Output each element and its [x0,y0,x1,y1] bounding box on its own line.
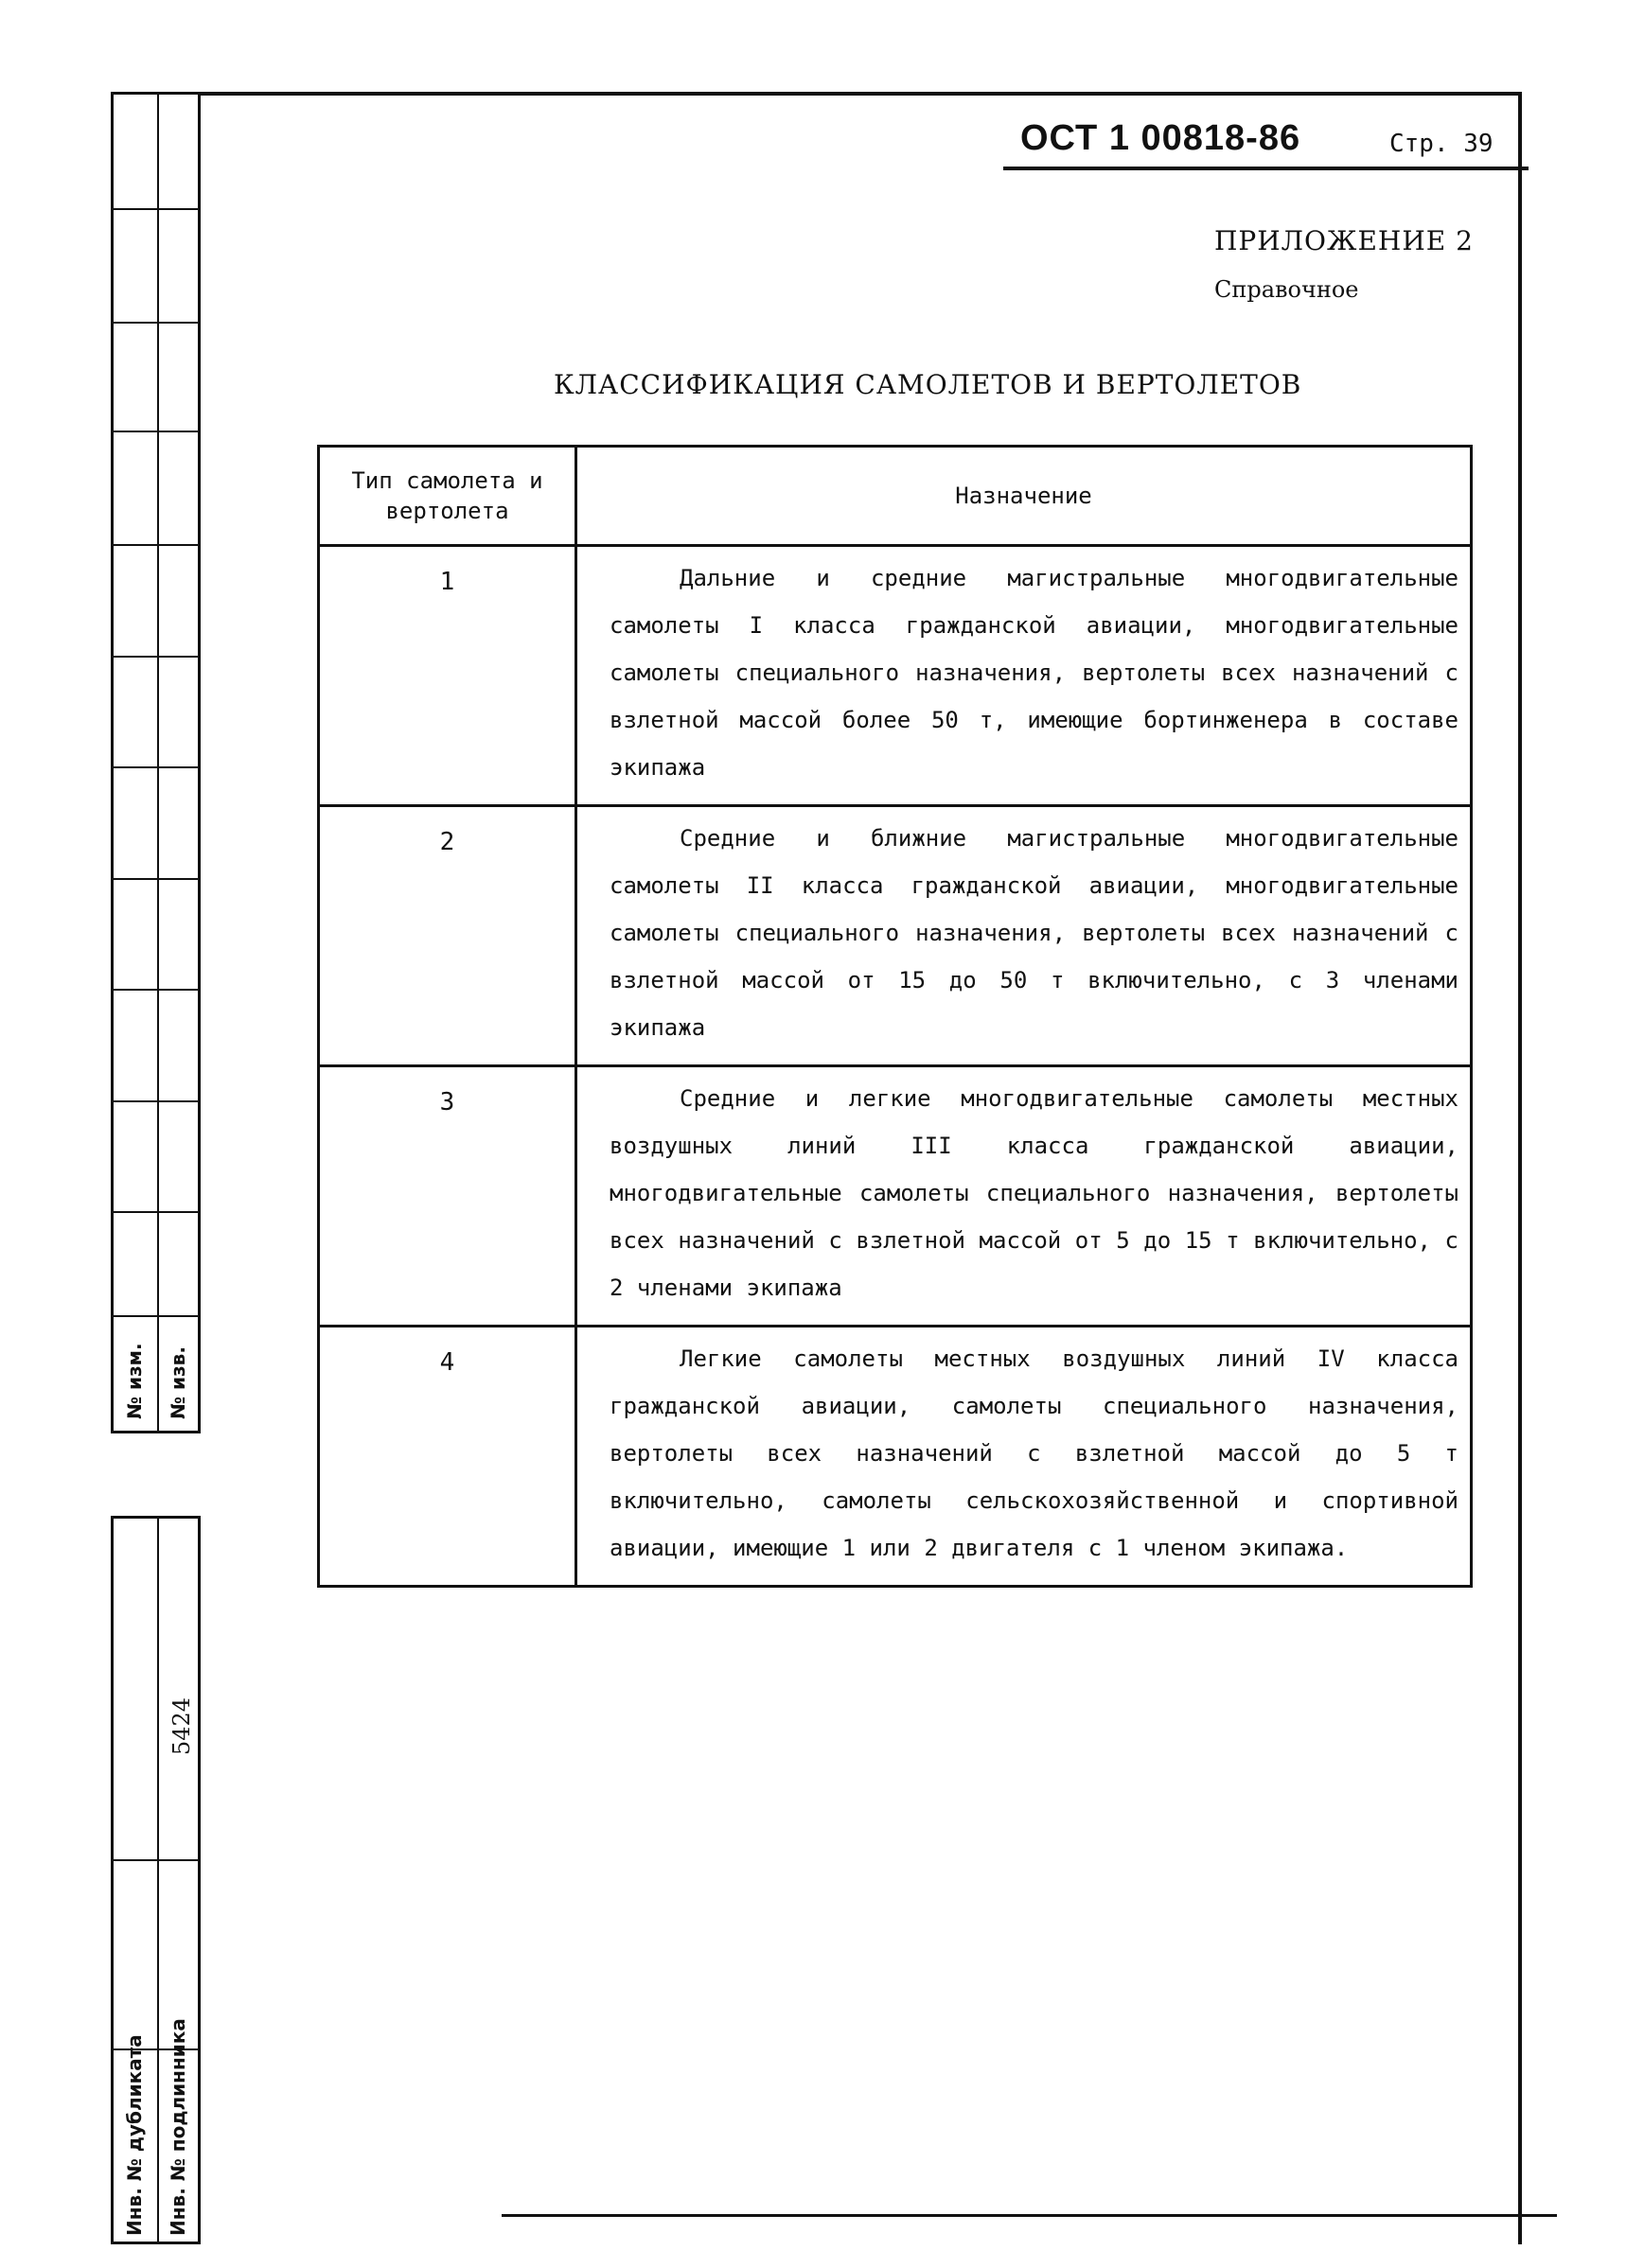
type-cell: 2 [319,806,576,1066]
type-cell: 3 [319,1066,576,1327]
stamp-row-line [114,878,198,880]
document-title: КЛАССИФИКАЦИЯ САМОЛЕТОВ И ВЕРТОЛЕТОВ [554,369,1302,400]
column-header-type: Тип самолета и вертолета [319,447,576,546]
margin-stamp-upper [111,92,201,1433]
table-header-row [319,447,1472,546]
column-header-purpose: Назначение [576,447,1472,546]
bottom-rule [502,2214,1557,2217]
original-inventory-label: Инв. № подлинника [167,2018,189,2236]
stamp-row-line [114,766,198,768]
table-row [319,1327,1472,1587]
description-cell [576,1066,1472,1327]
table-row [319,1066,1472,1327]
stamp-row-line [114,989,198,991]
stamp-row-line [114,208,198,210]
page-number: Стр. 39 [1389,130,1494,158]
stamp-row-line [114,1211,198,1213]
appendix-subtitle: Справочное [1214,276,1359,303]
description-text: Средние и легкие многодвигательные самолеты местных воздушных линий III класса гражданской авиации, многодвигательные самолеты специального назначения, вертолеты всех назначений с взлетной массой от 5 до 15 т включительно, с 2 членами экипажа [610,1085,1458,1301]
type-cell: 1 [319,546,576,806]
stamp-column-divider [157,95,159,1431]
stamp-row-line [114,1315,198,1317]
header-rule [1003,167,1529,170]
table-row [319,806,1472,1066]
stamp-row-line [114,1100,198,1102]
description-text: Дальние и средние магистральные многодвигательные самолеты I класса гражданской авиации, многодвигательные самолеты специального назначения, вертолеты всех назначений с взлетной массой более 50 т, имеющие бортинженера в составе экипажа [610,565,1458,781]
stamp-row-line [114,322,198,324]
stamp-column-divider [157,1519,159,2242]
classification-table [317,445,1473,1588]
description-cell [576,1327,1472,1587]
original-inventory-number: 5424 [168,1697,195,1755]
stamp-row-line [114,544,198,546]
description-cell [576,806,1472,1066]
description-text: Средние и ближние магистральные многодвигательные самолеты II класса гражданской авиации, многодвигательные самолеты специального назначения, вертолеты всех назначений с взлетной массой от 15 до 50 т включительно, с 3 членами экипажа [610,825,1458,1041]
change-number-label: № изм. [123,1343,146,1419]
description-text: Легкие самолеты местных воздушных линий IV класса гражданской авиации, самолеты специального назначения, вертолеты всех назначений с взлетной массой до 5 т включительно, самолеты сельскохозяйственной и спортивной авиации, имеющие 1 или 2 двигателя с 1 членом экипажа. [610,1345,1458,1561]
document-number: ОСТ 1 00818-86 [1020,118,1301,158]
notice-number-label: № изв. [167,1346,189,1419]
table-row [319,546,1472,806]
stamp-row-line [114,431,198,432]
margin-stamp-lower [111,1516,201,2244]
stamp-row-line [114,656,198,658]
duplicate-inventory-label: Инв. № дубликата [123,2034,146,2236]
description-cell [576,546,1472,806]
type-cell: 4 [319,1327,576,1587]
stamp-row-line [114,1859,198,1861]
appendix-title: ПРИЛОЖЕНИЕ 2 [1214,225,1474,256]
